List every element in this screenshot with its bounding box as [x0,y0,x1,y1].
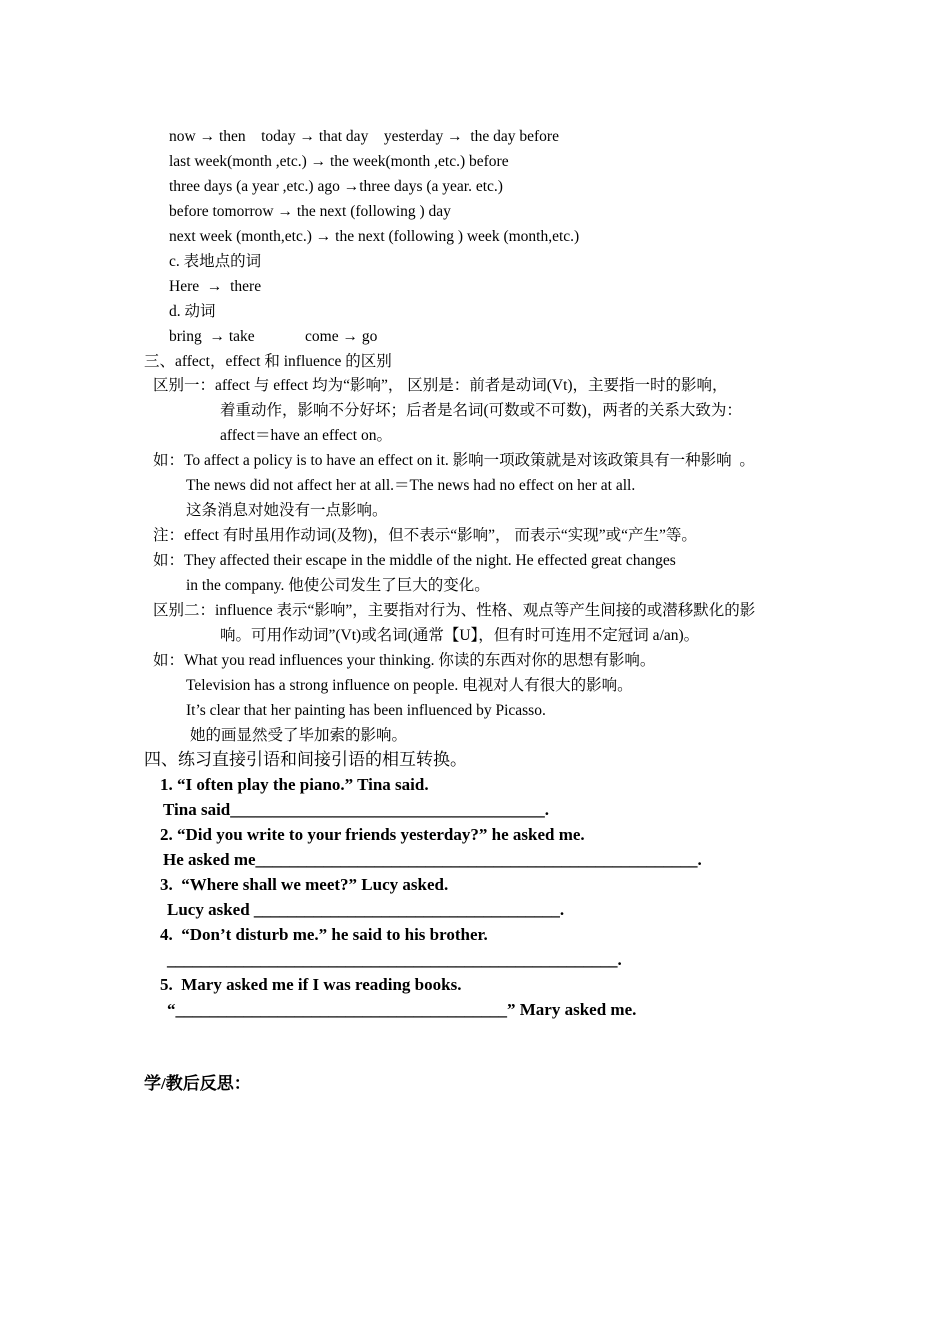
exercise-line: 1. “I often play the piano.” Tina said. [160,775,429,794]
time-word-line: before tomorrow → the next (following ) day [169,203,451,220]
exercise-answer-line: He asked me____________________________________________________. [163,850,702,869]
example1-line: 如：To affect a policy is to have an effect on it. 影响一项政策就是对该政策具有一种影响 。 [153,452,755,469]
verb-words-line: bring → take come → go [169,328,378,345]
exercise-answer-line: Lucy asked ____________________________________. [167,900,565,919]
place-words-line: Here → there [169,278,262,295]
reflection-heading: 学/教后反思： [144,1074,251,1093]
difference1-line: 区别一：affect 与 effect 均为“影响”， 区别是：前者是动词(Vt)，主要指一时的影响， [153,377,728,394]
place-words-heading: c. 表地点的词 [169,253,262,270]
section4-title: 四、练习直接引语和间接引语的相互转换。 [144,750,467,769]
example2-line: in the company. 他使公司发生了巨大的变化。 [186,577,490,594]
time-word-line: now → then today → that day yesterday → the day before [169,128,559,145]
example3-line: 她的画显然受了毕加索的影响。 [190,727,408,744]
difference1-line: 着重动作，影响不分好坏；后者是名词(可数或不可数)，两者的关系大致为： [220,402,742,419]
time-word-line: next week (month,etc.) → the next (following ) week (month,etc.) [169,228,580,245]
difference1-line: affect＝have an effect on。 [220,427,392,444]
difference2-line: 响。可用作动词”(Vt)或名词(通常【U】，但有时可连用不定冠词 a/an)。 [220,627,700,644]
example1-line: The news did not affect her at all.＝The news had no effect on her at all. [186,477,636,494]
verb-words-heading: d. 动词 [169,303,216,320]
time-word-line: three days (a year ,etc.) ago →three days (a year. etc.) [169,178,503,195]
exercise-answer-line: _____________________________________________________. [167,950,622,969]
note-line: 注：effect 有时虽用作动词(及物)，但不表示“影响”， 而表示“实现”或“产生”等。 [153,527,697,544]
exercise-line: 3. “Where shall we meet?” Lucy asked. [160,875,449,894]
example3-line: It’s clear that her painting has been influenced by Picasso. [186,702,546,719]
section3-title: 三、affect，effect 和 influence 的区别 [144,353,392,370]
exercise-line: 5. Mary asked me if I was reading books. [160,975,462,994]
example2-line: 如：They affected their escape in the middle of the night. He effected great changes [153,552,676,569]
exercise-answer-line: “_______________________________________” Mary asked me. [167,1000,637,1019]
exercise-answer-line: Tina said_____________________________________. [163,800,550,819]
time-word-line: last week(month ,etc.) → the week(month ,etc.) before [169,153,509,170]
difference2-line: 区别二：influence 表示“影响”，主要指对行为、性格、观点等产生间接的或潜移默化的影 [153,602,756,619]
example1-line: 这条消息对她没有一点影响。 [186,502,388,519]
exercise-line: 4. “Don’t disturb me.” he said to his brother. [160,925,488,944]
example3-line: 如：What you read influences your thinking. 你读的东西对你的思想有影响。 [153,652,656,669]
exercise-line: 2. “Did you write to your friends yesterday?” he asked me. [160,825,585,844]
example3-line: Television has a strong influence on people. 电视对人有很大的影响。 [186,677,633,694]
